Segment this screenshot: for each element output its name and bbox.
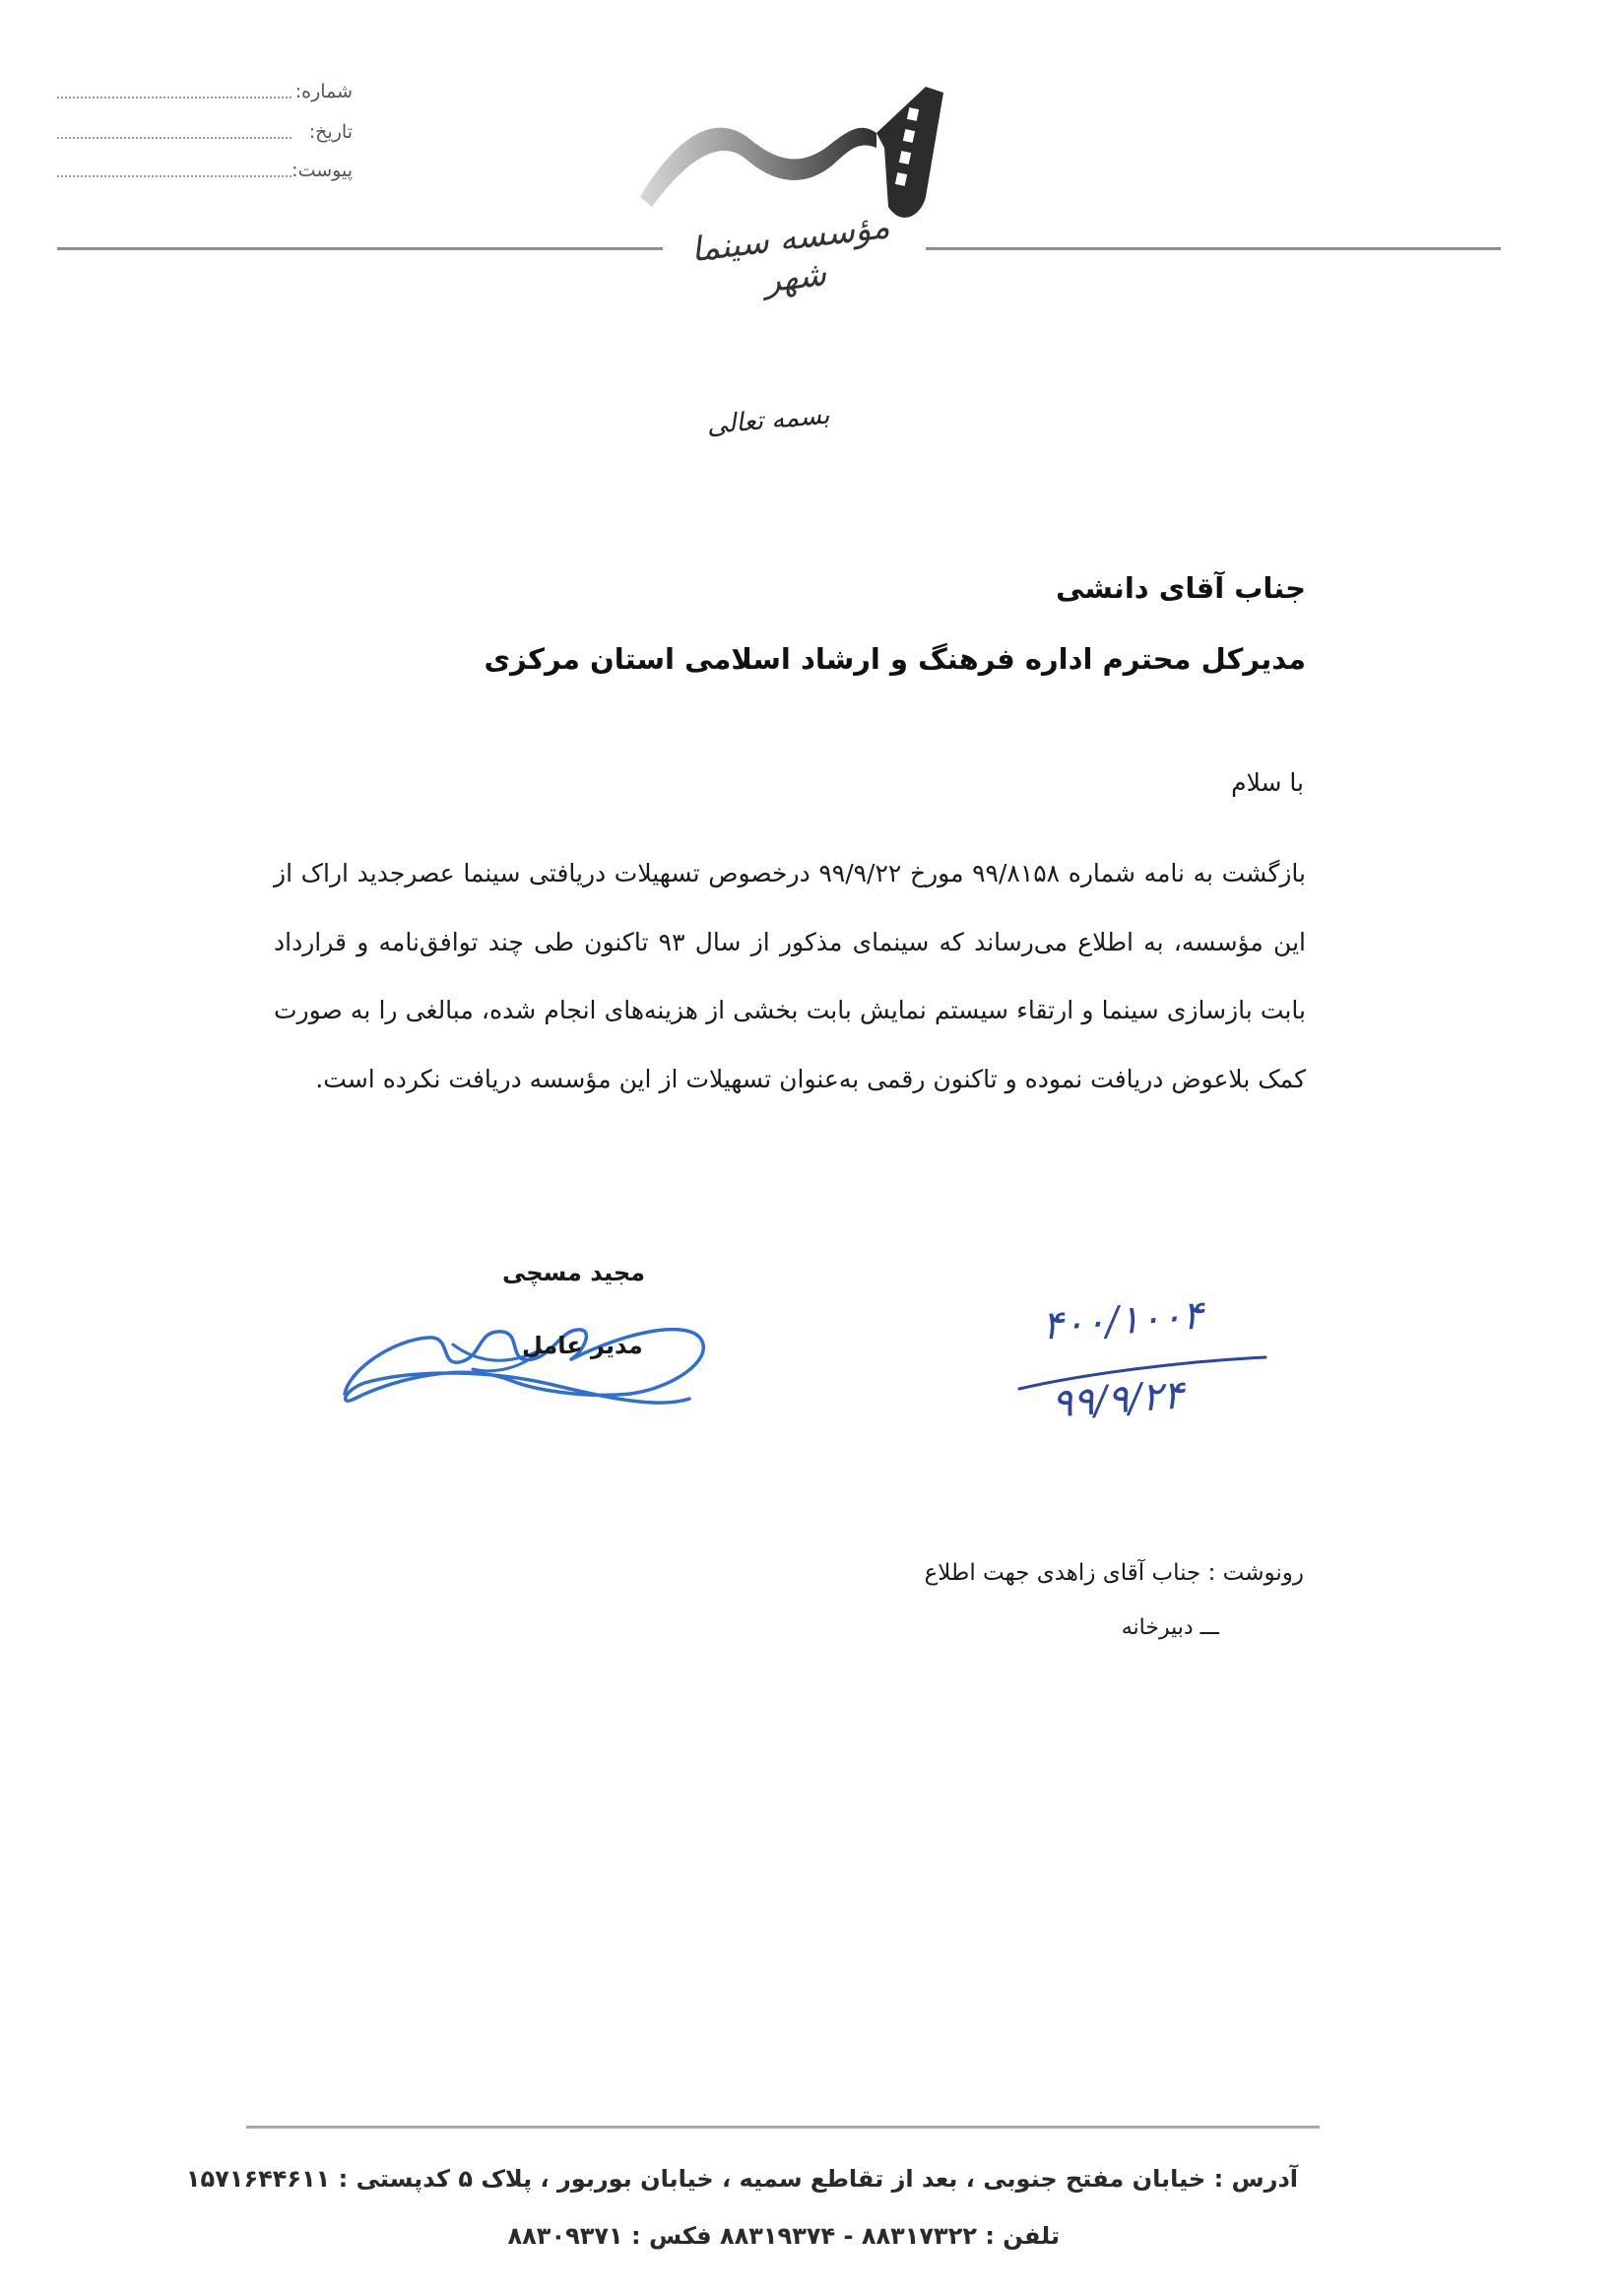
recipient-name: جناب آقای دانشی bbox=[1056, 571, 1306, 605]
date-dotted-line bbox=[57, 137, 292, 139]
cc-secretariat: ـــ دبیرخانه bbox=[1121, 1615, 1219, 1640]
number-dotted-line bbox=[57, 97, 292, 98]
footer-rule bbox=[246, 2126, 1320, 2129]
attachment-field bbox=[57, 160, 353, 189]
date-label: تاریخ: bbox=[308, 121, 353, 143]
signer-name: مجید مسچی bbox=[502, 1259, 646, 1286]
greeting: با سلام bbox=[1231, 768, 1304, 797]
signer-title: مدیر عامل bbox=[522, 1332, 643, 1359]
footer-phones: تلفن : ۸۸۳۱۷۳۲۲ - ۸۸۳۱۹۳۷۴ فکس : ۸۸۳۰۹۳۷۱ bbox=[507, 2222, 1060, 2250]
registration-date: ۹۹/۹/۲۴ bbox=[1050, 1372, 1186, 1427]
logo-text: مؤسسه سینما شهر bbox=[688, 206, 892, 301]
footer-address: آدرس : خیابان مفتح جنوبی ، بعد از تقاطع سمیه ، خیابان بوربور ، پلاک ۵ کدپستی : ۱۵۷۱۶۴۴۶۱۱ bbox=[185, 2165, 1298, 2193]
number-label: شماره: bbox=[294, 81, 353, 102]
header-rule-left bbox=[57, 247, 663, 250]
header-rule-right bbox=[926, 247, 1501, 250]
letter-body: بازگشت به نامه شماره ۹۹/۸۱۵۸ مورخ ۹۹/۹/۲۲ درخصوص تسهیلات دریافتی سینما عصرجدید اراک از این مؤسسه، به اطلاع می‌رساند که سینمای مذکور از سال ۹۳ تاکنون طی چند توافق‌نامه و قرارداد بابت بازسازی سینما و ارتقاء سیستم نمایش بابت بخشی از هزینه‌های انجام شده، مبالغی را به صورت کمک بلاعوض دریافت نموده و تاکنون رقمی به‌عنوان تسهیلات از این مؤسسه دریافت نکرده است. bbox=[274, 859, 1306, 1093]
invocation-text: بسمه تعالی bbox=[705, 400, 831, 441]
recipient-title: مدیرکل محترم اداره فرهنگ و ارشاد اسلامی استان مرکزی bbox=[484, 642, 1306, 676]
attachment-dotted-line bbox=[57, 175, 292, 177]
number-field bbox=[57, 81, 353, 110]
cc-line: رونوشت : جناب آقای زاهدی جهت اطلاع bbox=[924, 1560, 1304, 1586]
attachment-label: پیوست: bbox=[292, 160, 353, 181]
date-field bbox=[57, 121, 353, 151]
handwritten-signature bbox=[335, 1300, 719, 1418]
registration-number: ۴۰۰/۱۰۰۴ bbox=[1040, 1292, 1205, 1349]
